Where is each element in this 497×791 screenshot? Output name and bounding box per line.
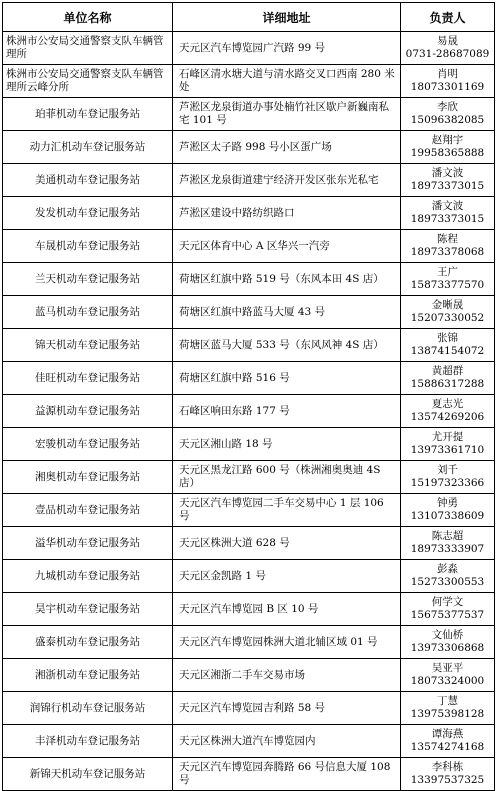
- table-row: [3, 560, 495, 593]
- unit-name-cell: 动力汇机动车登记服务站: [3, 131, 173, 164]
- responsible-phone: 18073301169: [410, 81, 485, 93]
- unit-name-cell: 佳旺机动车登记服务站: [3, 362, 173, 395]
- responsible-name: 谭海燕: [431, 728, 464, 740]
- responsible-name: 李科栋: [431, 761, 464, 773]
- address-cell: 石峰区清水塘大道与清水路交叉口西南 280 米处: [173, 65, 401, 98]
- responsible-phone: 13574274168: [410, 741, 485, 753]
- unit-name-cell: 昊宇机动车登记服务站: [3, 593, 173, 626]
- responsible-name: 张锦: [437, 332, 458, 344]
- address-cell: 天元区黑龙江路 600 号（株洲湘奥奥迪 4S 店）: [173, 461, 401, 494]
- address-cell: 荷塘区红旗中路 519 号（东风本田 4S 店）: [173, 263, 401, 296]
- responsible-phone: 15273300553: [410, 576, 485, 588]
- address-cell: 芦淞区太子路 998 号小区蛋广场: [173, 131, 401, 164]
- responsible-phone: 13975398128: [410, 708, 485, 720]
- responsible-cell: [401, 725, 495, 758]
- responsible-cell: [401, 131, 495, 164]
- unit-name-cell: 蓝马机动车登记服务站: [3, 296, 173, 329]
- responsible-name: 赵翔宇: [431, 134, 464, 146]
- table-row: [3, 593, 495, 626]
- address-cell: 芦淞区龙泉街道建宁经济开发区张东光私宅: [173, 164, 401, 197]
- unit-name-cell: 九城机动车登记服务站: [3, 560, 173, 593]
- unit-name-cell: 盛泰机动车登记服务站: [3, 626, 173, 659]
- responsible-cell: [401, 494, 495, 527]
- address-cell: 天元区湘山路 18 号: [173, 428, 401, 461]
- address-cell: 石峰区响田东路 177 号: [173, 395, 401, 428]
- responsible-cell: [401, 197, 495, 230]
- responsible-phone: 13107338609: [410, 510, 485, 522]
- header-unit-name: 单位名称: [3, 3, 173, 32]
- table-row: [3, 164, 495, 197]
- responsible-phone: 15207330052: [410, 312, 485, 324]
- address-cell: 天元区株洲大道汽车博览园内: [173, 725, 401, 758]
- unit-name-cell: 润锦行机动车登记服务站: [3, 692, 173, 725]
- responsible-phone: 18973333907: [410, 543, 485, 555]
- responsible-cell: [401, 692, 495, 725]
- table-row: [3, 131, 495, 164]
- table-row: [3, 659, 495, 692]
- address-cell: 荷塘区蓝马大厦 533 号（东风风神 4S 店）: [173, 329, 401, 362]
- responsible-phone: 15096382085: [410, 114, 485, 126]
- responsible-name: 陈志超: [431, 530, 464, 542]
- responsible-cell: [401, 527, 495, 560]
- unit-name-cell: 珀菲机动车登记服务站: [3, 98, 173, 131]
- responsible-name: 吴亚平: [431, 662, 464, 674]
- unit-name-cell: 兰天机动车登记服务站: [3, 263, 173, 296]
- responsible-name: 钟勇: [437, 497, 458, 509]
- unit-name-cell: 湘浙机动车登记服务站: [3, 659, 173, 692]
- responsible-name: 黄超群: [431, 365, 464, 377]
- responsible-phone: 18073324000: [410, 675, 485, 687]
- address-cell: 芦淞区建设中路纺织路口: [173, 197, 401, 230]
- unit-name-cell: 宏骏机动车登记服务站: [3, 428, 173, 461]
- header-responsible: 负责人: [401, 3, 495, 32]
- responsible-name: 丁慧: [437, 695, 458, 707]
- table-row: [3, 395, 495, 428]
- responsible-phone: 18973373015: [410, 180, 485, 192]
- responsible-cell: [401, 164, 495, 197]
- address-cell: 天元区汽车博览园吉利路 58 号: [173, 692, 401, 725]
- table-row: [3, 527, 495, 560]
- responsible-cell: [401, 65, 495, 98]
- address-cell: 天元区汽车博览园株洲大道北辅区域 01 号: [173, 626, 401, 659]
- responsible-name: 潘文波: [431, 167, 464, 179]
- table-row: [3, 758, 495, 791]
- responsible-cell: [401, 362, 495, 395]
- responsible-cell: [401, 758, 495, 791]
- unit-name-cell: 益源机动车登记服务站: [3, 395, 173, 428]
- table-row: [3, 98, 495, 131]
- responsible-cell: [401, 560, 495, 593]
- unit-name-cell: 发发机动车登记服务站: [3, 197, 173, 230]
- responsible-cell: [401, 98, 495, 131]
- table-row: [3, 263, 495, 296]
- responsible-cell: [401, 329, 495, 362]
- table-row: [3, 461, 495, 494]
- table-row: [3, 626, 495, 659]
- table-row: [3, 329, 495, 362]
- table-row: [3, 428, 495, 461]
- responsible-phone: 15675377537: [410, 609, 485, 621]
- responsible-cell: [401, 626, 495, 659]
- table-row: [3, 296, 495, 329]
- address-cell: 天元区湘浙二手车交易市场: [173, 659, 401, 692]
- table-row: [3, 725, 495, 758]
- responsible-phone: 13874154072: [410, 345, 485, 357]
- service-station-table: [2, 2, 495, 791]
- responsible-phone: 13574269206: [410, 411, 485, 423]
- responsible-phone: 18973378068: [410, 246, 485, 258]
- responsible-cell: [401, 395, 495, 428]
- responsible-name: 文仙桥: [431, 629, 464, 641]
- table-row: [3, 230, 495, 263]
- responsible-name: 陈程: [437, 233, 458, 245]
- responsible-name: 王广: [437, 266, 458, 278]
- unit-name-cell: 株洲市公安局交通警察支队车辆管理所云峰分所: [3, 65, 173, 98]
- header-row: [3, 3, 495, 32]
- responsible-cell: [401, 659, 495, 692]
- address-cell: 芦淞区龙泉街道办事处楠竹社区歇户新巍南私宅 101 号: [173, 98, 401, 131]
- table-row: [3, 692, 495, 725]
- responsible-phone: 18973373015: [410, 213, 485, 225]
- responsible-phone: 13397537325: [410, 774, 485, 786]
- table-row: [3, 362, 495, 395]
- address-cell: 荷塘区红旗中路 516 号: [173, 362, 401, 395]
- address-cell: 天元区汽车博览园奔腾路 66 号信息大厦 108 号: [173, 758, 401, 791]
- unit-name-cell: 美通机动车登记服务站: [3, 164, 173, 197]
- table-row: [3, 32, 495, 65]
- responsible-cell: [401, 296, 495, 329]
- unit-name-cell: 车晟机动车登记服务站: [3, 230, 173, 263]
- responsible-name: 金晰晟: [431, 299, 464, 311]
- address-cell: 天元区汽车博览园广汽路 99 号: [173, 32, 401, 65]
- responsible-phone: 13973306868: [410, 642, 485, 654]
- responsible-phone: 15873377570: [410, 279, 485, 291]
- unit-name-cell: 溢华机动车登记服务站: [3, 527, 173, 560]
- table-row: [3, 494, 495, 527]
- responsible-phone: 13973361710: [410, 444, 485, 456]
- address-cell: 天元区株洲大道 628 号: [173, 527, 401, 560]
- unit-name-cell: 丰泽机动车登记服务站: [3, 725, 173, 758]
- header-address: 详细地址: [173, 3, 401, 32]
- address-cell: 天元区汽车博览园 B 区 10 号: [173, 593, 401, 626]
- responsible-name: 潘文波: [431, 200, 464, 212]
- responsible-name: 尤开提: [431, 431, 464, 443]
- address-cell: 天元区体育中心 A 区华兴一汽旁: [173, 230, 401, 263]
- address-cell: 荷塘区红旗中路蓝马大厦 43 号: [173, 296, 401, 329]
- table-row: [3, 65, 495, 98]
- responsible-cell: [401, 230, 495, 263]
- unit-name-cell: 新锦天机动车登记服务站: [3, 758, 173, 791]
- responsible-name: 肖明: [437, 68, 458, 80]
- responsible-name: 李欣: [437, 101, 458, 113]
- responsible-name: 彭淼: [437, 563, 458, 575]
- responsible-cell: [401, 32, 495, 65]
- responsible-phone: 0731-28687089: [405, 48, 490, 60]
- responsible-phone: 15197323366: [410, 477, 485, 489]
- unit-name-cell: 壹品机动车登记服务站: [3, 494, 173, 527]
- address-cell: 天元区金凯路 1 号: [173, 560, 401, 593]
- responsible-name: 易晟: [437, 35, 458, 47]
- unit-name-cell: 锦天机动车登记服务站: [3, 329, 173, 362]
- table-row: [3, 197, 495, 230]
- responsible-name: 何学文: [431, 596, 464, 608]
- unit-name-cell: 湘奥机动车登记服务站: [3, 461, 173, 494]
- responsible-phone: 15886317288: [410, 378, 485, 390]
- responsible-cell: [401, 461, 495, 494]
- responsible-name: 夏志光: [431, 398, 464, 410]
- unit-name-cell: 株洲市公安局交通警察支队车辆管理所: [3, 32, 173, 65]
- responsible-cell: [401, 428, 495, 461]
- responsible-name: 刘千: [437, 464, 458, 476]
- address-cell: 天元区汽车博览园二手车交易中心 1 层 106 号: [173, 494, 401, 527]
- responsible-phone: 19958365888: [410, 147, 485, 159]
- responsible-cell: [401, 593, 495, 626]
- responsible-cell: [401, 263, 495, 296]
